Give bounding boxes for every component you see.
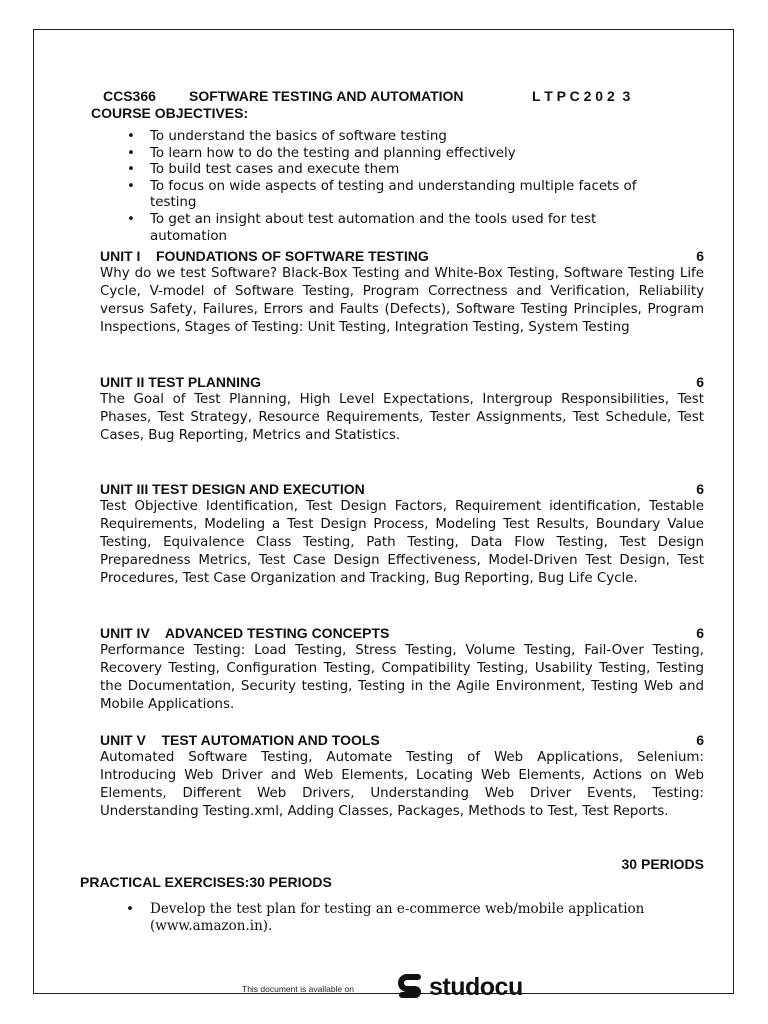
- unit-title: UNIT V TEST AUTOMATION AND TOOLS: [100, 732, 380, 748]
- list-item: • To get an insight about test automation and the tools used for test automation: [122, 212, 670, 245]
- objectives-list: [122, 129, 682, 245]
- unit-hours: 6: [696, 625, 704, 641]
- unit-content: Why do we test Software? Black-Box Testing and White-Box Testing, Software Testing Life Cycle, V-model of Software Testing, Program Correctness and Verification, Reliability versus Safety, Failures, Errors and Faults (Defects), Software Testing Principles, Program Inspections, Stages of Testing: Unit Testing, Integration Testing, System Testing: [100, 266, 704, 335]
- list-item: • To understand the basics of software testing: [122, 129, 682, 146]
- total-periods: 30 PERIODS: [621, 856, 704, 872]
- list-item: • Develop the test plan for testing an e-commerce web/mobile application (www.amazon.in).: [122, 901, 662, 935]
- unit-1-section: [100, 247, 704, 337]
- unit-content: Performance Testing: Load Testing, Stress Testing, Volume Testing, Fail-Over Testing, Recovery Testing, Configuration Testing, Compatibility Testing, Usability Testing, Testing the Documentation, Security testing, Testing in the Agile Environment, Testing Web and Mobile Applications.: [100, 643, 704, 712]
- unit-5-section: [100, 731, 704, 821]
- unit-3-section: [100, 480, 704, 588]
- brand-name: studocu: [429, 973, 523, 1001]
- unit-4-section: [100, 624, 704, 714]
- unit-content: Test Objective Identification, Test Design Factors, Requirement identification, Testable Requirements, Modeling a Test Design Process, Modeling Test Results, Boundary Value Testing, Equivalence Class Testing, Path Testing, Data Flow Testing, Test Design Preparedness Metrics, Test Case Design Effectiveness, Model-Driven Test Design, Test Procedures, Test Case Organization and Tracking, Bug Reporting, Bug Life Cycle.: [100, 499, 704, 586]
- studocu-logo-icon: [396, 972, 426, 1002]
- unit-content: Automated Software Testing, Automate Testing of Web Applications, Selenium: Introducing Web Driver and Web Elements, Locating Web Elements, Actions on Web Elements, Different Web Drivers, Understanding Web Driver Events, Testing: Understanding Testing.xml, Adding Classes, Packages, Methods to Test, Test Reports.: [100, 750, 704, 819]
- course-ltpc: L T P C 2 0 2 3: [532, 88, 631, 104]
- list-item: • To learn how to do the testing and planning effectively: [122, 146, 682, 163]
- unit-title: UNIT I FOUNDATIONS OF SOFTWARE TESTING: [100, 248, 429, 264]
- unit-hours: 6: [696, 248, 704, 264]
- unit-2-section: [100, 373, 704, 445]
- course-title: SOFTWARE TESTING AND AUTOMATION: [189, 88, 464, 104]
- practical-heading: PRACTICAL EXERCISES:30 PERIODS: [80, 874, 332, 890]
- availability-text: This document is available on: [242, 984, 354, 994]
- practical-list: [122, 901, 662, 935]
- unit-title: UNIT II TEST PLANNING: [100, 374, 261, 390]
- studocu-brand-link[interactable]: [396, 972, 523, 1002]
- list-item: • To build test cases and execute them: [122, 162, 682, 179]
- unit-hours: 6: [696, 481, 704, 497]
- unit-title: UNIT III TEST DESIGN AND EXECUTION: [100, 481, 365, 497]
- unit-hours: 6: [696, 374, 704, 390]
- unit-content: The Goal of Test Planning, High Level Expectations, Intergroup Responsibilities, Test Phases, Test Strategy, Resource Requirements, Tester Assignments, Test Schedule, Test Cases, Bug Reporting, Metrics and Statistics.: [100, 392, 704, 443]
- objectives-heading: COURSE OBJECTIVES:: [91, 105, 249, 121]
- unit-title: UNIT IV ADVANCED TESTING CONCEPTS: [100, 625, 390, 641]
- list-item: • To focus on wide aspects of testing and understanding multiple facets of testing: [122, 179, 650, 212]
- course-code: CCS366: [103, 88, 156, 104]
- unit-hours: 6: [696, 732, 704, 748]
